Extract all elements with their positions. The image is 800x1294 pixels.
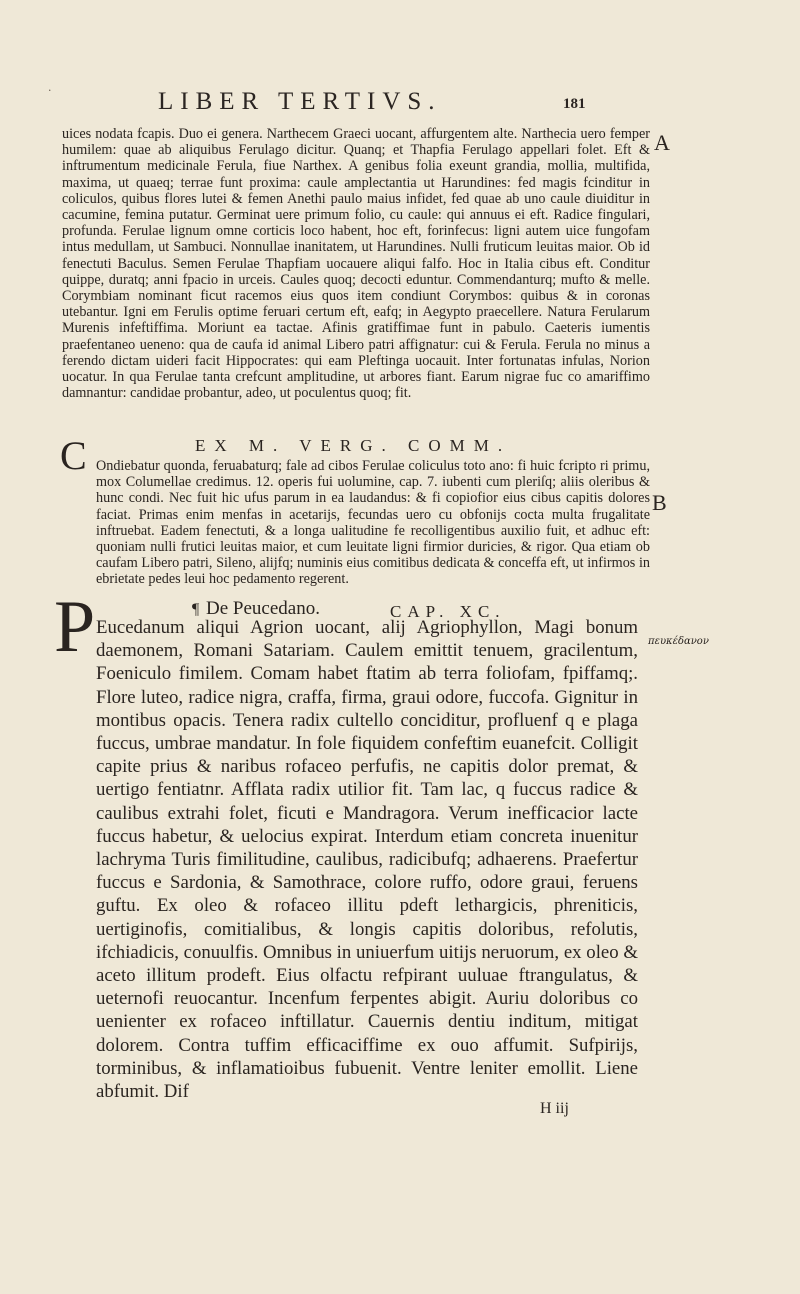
paragraph-ferula: uices nodata fcapis. Duo ei genera. Narthecem Graeci uocant, affurgentem alte. Narthecia uero femper humilem: quae ab aliquibus Ferulago dicitur. Quanq; et Thapfia Ferulago appellari folet. Eft & inftrumentum medicinale Ferula, fiue Narthex. A genibus folia exeunt grandia, mollia, multifida, maxima, ut quaeq; terrae funt proxima: caule amplectantia ut Harundines: fed magis fcinditur in coliculos, quibus flores lutei & femen Anethi paulo maius infidet, fed quae ab uno caule diuiditur in cacumine, femina putatur. Germinat uere primum folio, cu caule: qui annuus ei eft. Radice fingulari, profunda. Ferulae lignum omne corticis loco habent, hoc eft, forinfecus: ligni autem uice fungofam intus medullam, ut Sambuci. Nonnullae inanitatem, ut Harundines. Nulli fruticum leuitas maior. Ob id fenectuti Baculus. Semen Ferulae Thapfiam uocauere aliqui falfo. Hoc in Italia cibus eft. Conditur quippe, duratq; anni fpacio in urceis. Caules quoq; decocti eduntur. Commendanturq; mufto & melle. Corymbiam nominant ficut racemos eius quos item condiunt Corymbos: quibus & in coronas utebantur. Igni em Ferulis optime feruari certum eft, eafq; in Aegypto praecellere. Natura Ferularum Murenis infeftiffima. Moriunt ea tactae. Afinis gratiffimae funt in pabulo. Caeteris iumentis praefentaneo ueneno: qua de caufa id animal Libero patri affignatur: cui & Ferula. Ferula no minus a ferendo dictam uideri facit Hippocrates: qui eam Pleftinga uocauit. Inter fortunatas infulas, Norion uocatur. In qua Ferulae tanta crefcunt amplitudine, ut arbores fiant. Earum nigrae fuc co amariffimo damnantur: candidae probantur, adeo, ut poculentus quoq; fit.	[62, 126, 650, 402]
folio-number: 181	[563, 96, 586, 112]
margin-letter-a: A	[654, 130, 670, 155]
text-block-commentary	[96, 458, 650, 588]
pilcrow-mark: ¶	[192, 601, 200, 618]
commentary-heading: EX M. VERG. COMM.	[195, 436, 512, 455]
chapter-number: CAP. XC.	[390, 602, 506, 621]
paragraph-commentary: Ondiebatur quonda, feruabaturq; fale ad cibos Ferulae coliculus toto ano: fi huic fcripto ri primu, mox Columellae credimus. 12. operis fui uolumine, cap. 7. iubenti cum pleriſq; aliis oleribus & hunc condi. Nec fuit hic ufus parum in ea laudandus: & fi copiofior eius cibus capitis dolores faciat. Primas enim menfas in acetarijs, fecundas uero cu obfonijs cocta multa frugalitate inftruebat. Eadem fenectuti, & a longa ualitudine fe recolligentibus auxilio fuit, et adhuc eft: quoniam nulli frutici leuitas maior, et cum leuitate ligni firmior duricies, & rigor. Qua etiam ob caufam Libero patri, Sileno, alijfq; numinis eius comitibus dedicata & conceffa eft, ut infirmos in ebrietate pedes leui hoc pedamento regerent.	[96, 458, 650, 588]
text-block-ferula	[62, 126, 650, 401]
chapter-title-text: De Peucedano.	[206, 598, 320, 619]
stray-mark: ·	[48, 84, 52, 97]
drop-cap-p: P	[54, 586, 96, 668]
page-header	[158, 88, 588, 118]
text-block-peucedanum	[96, 616, 638, 1103]
paragraph-peucedanum: Eucedanum aliqui Agrion uocant, alij Agriophyllon, Magi bonum daemonem, Romani Satariam. Caulem emittit tenuem, gracilentum, Foeniculo fimilem. Comam habet ftatim ab terra foliofam, fpiffamq;. Flore luteo, radice nigra, craffa, firma, graui odore, fuccofa. Gignitur in montibus opacis. Tenera radix cultello conciditur, profluenf q e plaga fuccus, umbrae mandatur. In fole fiquidem confeftim euanefcit. Colligit capite prius & naribus rofaceo perfufis, ne capitis dolor premat, & uertigo fentiatnr. Afflata radix utilior fit. Tam lac, q fuccus radice & caulibus extrahi folet, ficuti e Mandragora. Verum inefficacior lacte fuccus habetur, & uelocius expirat. Interdum etiam concreta inuenitur lachryma Turis fimilitudine, caulibus, radicibufq; adhaerens. Praefertur fuccus e Sardonia, & Samothrace, colore ruffo, odore graui, feruens guftu. Ex oleo & rofaceo illitu pdeft lethargicis, phreniticis, uertiginofis, comitialibus, & longis capitis doloribus, refolutis, ifchiadicis, conuulfis. Omnibus in uniuerfum uitijs neruorum, ex oleo & aceto illitum prodeft. Eius olfactu refpirant uuluae ftrangulatus, & ueternofi reuocantur. Incenfum ferpentes abigit. Auriu doloribus co uenienter ex rofaceo inftillatur. Cauernis dentiu inditum, mitigat dolorem. Contra tuffim efficaciffime ex ouo affumit. Sufpirijs, torminibus, & inflamatioibus fubuenit. Ventre leniter emollit. Liene abfumit. Dif	[96, 617, 638, 1103]
catchword: H iij	[540, 1100, 569, 1117]
drop-cap-c: C	[60, 433, 87, 478]
margin-greek-note: πευκέδανον	[648, 636, 709, 647]
running-title: LIBER TERTIVS.	[158, 88, 442, 115]
margin-letter-b: B	[652, 490, 667, 515]
